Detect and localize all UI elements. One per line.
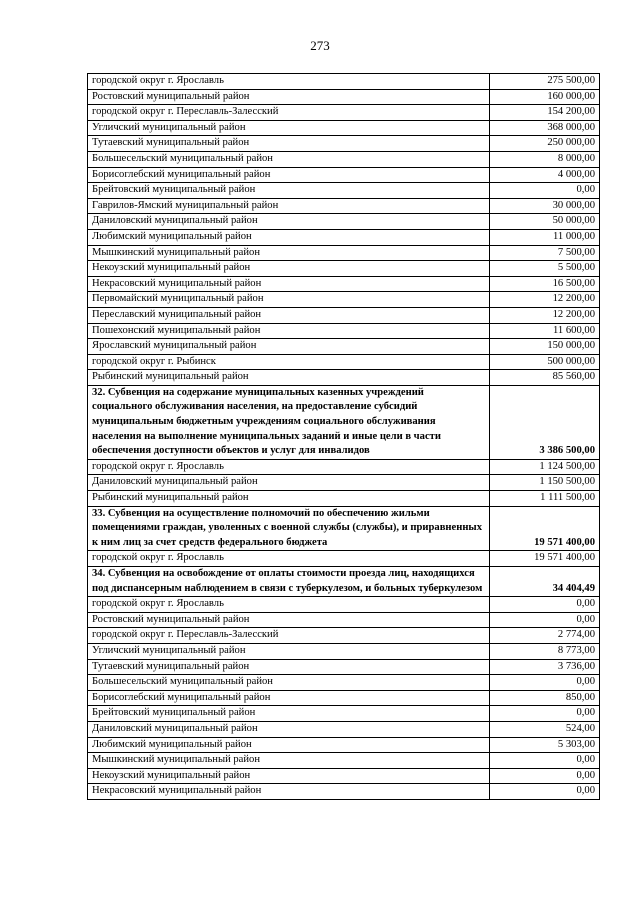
municipality-name: Гаврилов-Ямский муниципальный район — [88, 198, 490, 214]
table-row — [88, 659, 600, 675]
table-row — [88, 628, 600, 644]
table-row — [88, 183, 600, 199]
table-row — [88, 784, 600, 800]
section-header-row — [88, 567, 600, 597]
amount-cell: 154 200,00 — [490, 105, 600, 121]
amount-cell: 11 000,00 — [490, 229, 600, 245]
amount-cell: 50 000,00 — [490, 214, 600, 230]
table-row — [88, 737, 600, 753]
municipality-name: Брейтовский муниципальный район — [88, 706, 490, 722]
municipality-name: Борисоглебский муниципальный район — [88, 167, 490, 183]
amount-cell: 0,00 — [490, 675, 600, 691]
table-row — [88, 768, 600, 784]
table-row — [88, 245, 600, 261]
table-row — [88, 690, 600, 706]
amount-cell: 4 000,00 — [490, 167, 600, 183]
subvention-table — [87, 73, 600, 800]
municipality-name: Мышкинский муниципальный район — [88, 753, 490, 769]
municipality-name: городской округ г. Ярославль — [88, 551, 490, 567]
table-row — [88, 643, 600, 659]
municipality-name: Большесельский муниципальный район — [88, 675, 490, 691]
municipality-name: Некоузский муниципальный район — [88, 261, 490, 277]
section-total-amount: 34 404,49 — [490, 567, 600, 597]
table-row — [88, 675, 600, 691]
section-title: 32. Субвенция на содержание муниципальных казенных учреждений социального обслуживания населения, на предоставление субсидий муниципальным бюджетным учреждениям социального обслуживания населения на выполнение муниципальных заданий и иные цели в части обеспечения доступности объектов и услуг для инвалидов — [88, 385, 490, 459]
table-body — [88, 74, 600, 800]
table-row — [88, 612, 600, 628]
municipality-name: Любимский муниципальный район — [88, 737, 490, 753]
amount-cell: 16 500,00 — [490, 276, 600, 292]
section-title: 34. Субвенция на освобождение от оплаты стоимости проезда лиц, находящихся под диспансерным наблюдением в связи с туберкулезом, и больных туберкулезом — [88, 567, 490, 597]
table-row — [88, 167, 600, 183]
municipality-name: городской округ г. Ярославль — [88, 597, 490, 613]
municipality-name: Некрасовский муниципальный район — [88, 276, 490, 292]
municipality-name: Ростовский муниципальный район — [88, 612, 490, 628]
municipality-name: Мышкинский муниципальный район — [88, 245, 490, 261]
amount-cell: 150 000,00 — [490, 339, 600, 355]
table-row — [88, 229, 600, 245]
amount-cell: 0,00 — [490, 183, 600, 199]
table-row — [88, 89, 600, 105]
amount-cell: 160 000,00 — [490, 89, 600, 105]
amount-cell: 2 774,00 — [490, 628, 600, 644]
municipality-name: Ростовский муниципальный район — [88, 89, 490, 105]
amount-cell: 19 571 400,00 — [490, 551, 600, 567]
amount-cell: 12 200,00 — [490, 307, 600, 323]
table-row — [88, 323, 600, 339]
amount-cell: 0,00 — [490, 753, 600, 769]
amount-cell: 8 773,00 — [490, 643, 600, 659]
amount-cell: 5 303,00 — [490, 737, 600, 753]
municipality-name: Даниловский муниципальный район — [88, 721, 490, 737]
amount-cell: 8 000,00 — [490, 151, 600, 167]
amount-cell: 0,00 — [490, 612, 600, 628]
amount-cell: 0,00 — [490, 768, 600, 784]
municipality-name: Борисоглебский муниципальный район — [88, 690, 490, 706]
amount-cell: 0,00 — [490, 597, 600, 613]
table-row — [88, 261, 600, 277]
amount-cell: 85 560,00 — [490, 370, 600, 386]
amount-cell: 7 500,00 — [490, 245, 600, 261]
amount-cell: 500 000,00 — [490, 354, 600, 370]
table-row — [88, 354, 600, 370]
table-row — [88, 491, 600, 507]
table-row — [88, 214, 600, 230]
section-header-row — [88, 385, 600, 459]
table-row — [88, 151, 600, 167]
municipality-name: Даниловский муниципальный район — [88, 475, 490, 491]
municipality-name: Некоузский муниципальный район — [88, 768, 490, 784]
municipality-name: городской округ г. Ярославль — [88, 459, 490, 475]
municipality-name: Даниловский муниципальный район — [88, 214, 490, 230]
table-row — [88, 339, 600, 355]
municipality-name: городской округ г. Ярославль — [88, 74, 490, 90]
table-row — [88, 597, 600, 613]
amount-cell: 368 000,00 — [490, 120, 600, 136]
table-row — [88, 475, 600, 491]
municipality-name: Любимский муниципальный район — [88, 229, 490, 245]
amount-cell: 1 150 500,00 — [490, 475, 600, 491]
amount-cell: 524,00 — [490, 721, 600, 737]
table-row — [88, 292, 600, 308]
municipality-name: Ярославский муниципальный район — [88, 339, 490, 355]
amount-cell: 0,00 — [490, 784, 600, 800]
amount-cell: 850,00 — [490, 690, 600, 706]
amount-cell: 3 736,00 — [490, 659, 600, 675]
table-row — [88, 276, 600, 292]
table-row — [88, 721, 600, 737]
section-title: 33. Субвенция на осуществление полномочий по обеспечению жильми помещениями граждан, уволенных с военной службы (службы), и приравненных к ним лиц за счет средств федерального бюджета — [88, 506, 490, 551]
municipality-name: Угличский муниципальный район — [88, 643, 490, 659]
amount-cell: 0,00 — [490, 706, 600, 722]
table-row — [88, 198, 600, 214]
amount-cell: 250 000,00 — [490, 136, 600, 152]
municipality-name: Тутаевский муниципальный район — [88, 659, 490, 675]
table-row — [88, 753, 600, 769]
municipality-name: Брейтовский муниципальный район — [88, 183, 490, 199]
municipality-name: Большесельский муниципальный район — [88, 151, 490, 167]
municipality-name: Некрасовский муниципальный район — [88, 784, 490, 800]
amount-cell: 30 000,00 — [490, 198, 600, 214]
municipality-name: Тутаевский муниципальный район — [88, 136, 490, 152]
table-row — [88, 551, 600, 567]
table-row — [88, 370, 600, 386]
section-total-amount: 19 571 400,00 — [490, 506, 600, 551]
section-total-amount: 3 386 500,00 — [490, 385, 600, 459]
municipality-name: городской округ г. Рыбинск — [88, 354, 490, 370]
municipality-name: Первомайский муниципальный район — [88, 292, 490, 308]
amount-cell: 275 500,00 — [490, 74, 600, 90]
table-row — [88, 307, 600, 323]
municipality-name: городской округ г. Переславль-Залесский — [88, 105, 490, 121]
table-row — [88, 459, 600, 475]
table-row — [88, 136, 600, 152]
amount-cell: 5 500,00 — [490, 261, 600, 277]
table-row — [88, 706, 600, 722]
page-number: 273 — [310, 38, 330, 53]
municipality-name: Переславский муниципальный район — [88, 307, 490, 323]
table-row — [88, 74, 600, 90]
amount-cell: 12 200,00 — [490, 292, 600, 308]
table-row — [88, 105, 600, 121]
amount-cell: 11 600,00 — [490, 323, 600, 339]
municipality-name: Рыбинский муниципальный район — [88, 370, 490, 386]
amount-cell: 1 111 500,00 — [490, 491, 600, 507]
table-row — [88, 120, 600, 136]
section-header-row — [88, 506, 600, 551]
municipality-name: Пошехонский муниципальный район — [88, 323, 490, 339]
amount-cell: 1 124 500,00 — [490, 459, 600, 475]
municipality-name: Рыбинский муниципальный район — [88, 491, 490, 507]
municipality-name: Угличский муниципальный район — [88, 120, 490, 136]
municipality-name: городской округ г. Переславль-Залесский — [88, 628, 490, 644]
